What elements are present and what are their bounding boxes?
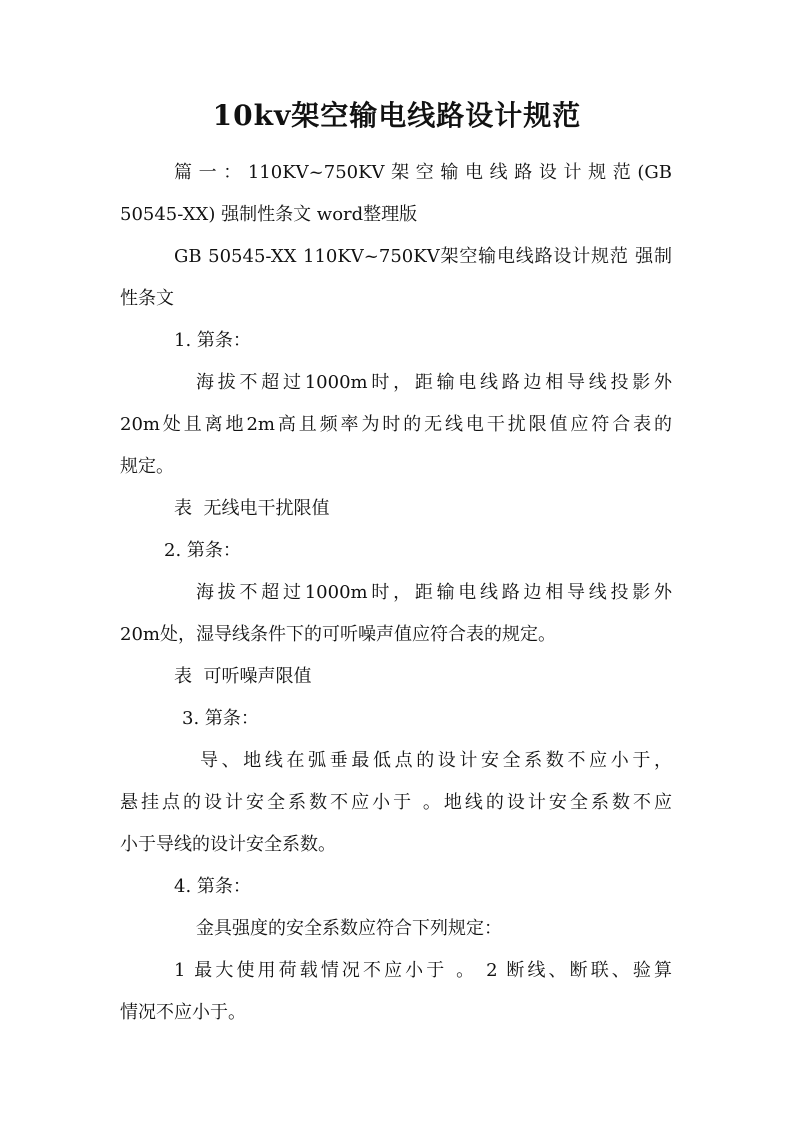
clause-heading-2: 2. 第条： bbox=[164, 540, 241, 561]
paragraph-line-19: 金具强度的安全系数应符合下列规定： bbox=[196, 918, 502, 939]
table-caption-2: 表 可听噪声限值 bbox=[174, 666, 312, 687]
paragraph-line-8: 规定。 bbox=[120, 456, 174, 477]
paragraph-line-1: 篇一：110KV~750KV架空输电线路设计规范(GB bbox=[174, 162, 672, 183]
table-caption-1: 表 无线电干扰限值 bbox=[174, 498, 330, 519]
clause-heading-3: 3. 第条： bbox=[182, 708, 259, 729]
paragraph-line-15: 导、地线在弧垂最低点的设计安全系数不应小于， bbox=[200, 750, 672, 771]
paragraph-line-4: 性条文 bbox=[120, 288, 174, 309]
clause-heading-4: 4. 第条： bbox=[174, 876, 251, 897]
paragraph-line-17: 小于导线的设计安全系数。 bbox=[120, 834, 336, 855]
paragraph-line-16: 悬挂点的设计安全系数不应小于 。地线的设计安全系数不应 bbox=[120, 792, 672, 813]
clause-heading-1: 1. 第条： bbox=[174, 330, 251, 351]
paragraph-line-21: 情况不应小于。 bbox=[120, 1002, 246, 1023]
paragraph-line-20: 1 最大使用荷载情况不应小于 。 2 断线、断联、验算 bbox=[174, 960, 672, 981]
paragraph-line-11: 海拔不超过1000m时，距输电线路边相导线投影外 bbox=[196, 582, 672, 603]
document-title: 10kv架空输电线路设计规范 bbox=[212, 99, 582, 132]
paragraph-line-7: 20m处且离地2m高且频率为时的无线电干扰限值应符合表的 bbox=[120, 414, 672, 435]
paragraph-line-6: 海拔不超过1000m时，距输电线路边相导线投影外 bbox=[196, 372, 672, 393]
paragraph-line-12: 20m处，湿导线条件下的可听噪声值应符合表的规定。 bbox=[120, 624, 556, 645]
paragraph-line-2: 50545-XX) 强制性条文 word整理版 bbox=[120, 204, 418, 225]
paragraph-line-3: GB 50545-XX 110KV~750KV架空输电线路设计规范 强制 bbox=[174, 246, 672, 267]
